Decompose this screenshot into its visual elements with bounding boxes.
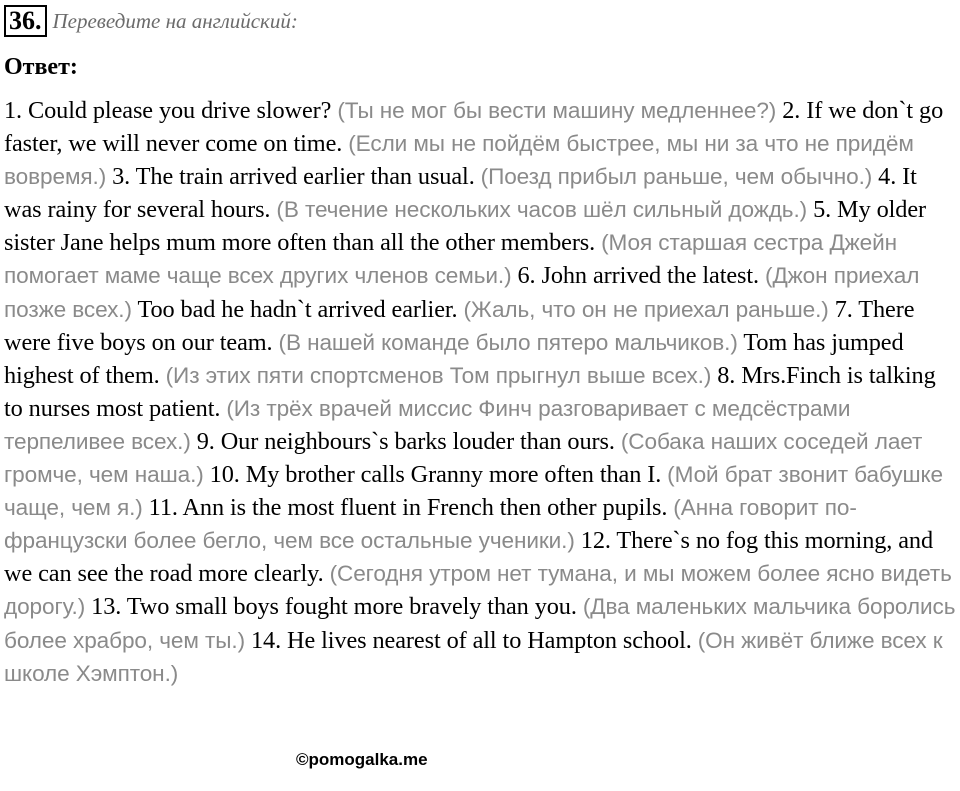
english-sentence: Tom has jumped highest of them.: [4, 328, 904, 389]
russian-translation: (Мой брат звонит бабушке чаще, чем я.): [4, 462, 943, 521]
answer-item: [4, 97, 776, 124]
english-sentence: 1. Could please you drive slower?: [4, 97, 332, 124]
russian-translation: (Из этих пяти спортсменов Том прыгнул выше всех.): [165, 362, 712, 388]
english-sentence: 7. There were five boys on our team.: [4, 295, 915, 356]
russian-translation: (В течение нескольких часов шёл сильный дождь.): [276, 197, 808, 223]
english-sentence: 5. My older sister Jane helps mum more often than all the other members.: [4, 196, 927, 257]
english-sentence: 6. John arrived the latest.: [517, 262, 760, 290]
english-sentence: 9. Our neighbours`s barks louder than ours.: [196, 427, 615, 455]
english-sentence: 14. He lives nearest of all to Hampton school.: [250, 626, 692, 654]
russian-translation: (Из трёх врачей миссис Финч разговаривает с медсёстрами терпеливее всех.): [4, 395, 851, 454]
russian-translation: (Моя старшая сестра Джейн помогает маме чаще всех других членов семьи.): [4, 230, 898, 289]
answer-item: [137, 296, 828, 323]
russian-translation: (Он живёт ближе всех к школе Хэмптон.): [4, 627, 943, 686]
english-sentence: 12. There`s no fog this morning, and we can see the road more clearly.: [4, 527, 934, 588]
task-header: [4, 4, 298, 38]
english-sentence: Too bad he hadn`t arrived earlier.: [137, 295, 458, 323]
russian-translation: (Сегодня утром нет тумана, и мы можем более ясно видеть дорогу.): [4, 561, 952, 620]
answer-text: [4, 94, 958, 690]
russian-translation: (Если мы не пойдём быстрее, мы ни за что не придём вовремя.): [4, 131, 914, 190]
english-sentence: 3. The train arrived earlier than usual.: [112, 163, 475, 191]
russian-translation: (Два маленьких мальчика боролись более храбро, чем ты.): [4, 594, 956, 653]
english-sentence: 4. It was rainy for several hours.: [4, 163, 917, 224]
english-sentence: 8. Mrs.Finch is talking to nurses most patient.: [4, 361, 936, 422]
russian-translation: (Собака наших соседей лает громче, чем наша.): [4, 428, 923, 488]
task-title: Переведите на английский:: [52, 8, 298, 33]
english-sentence: 11. Ann is the most fluent in French then other pupils.: [148, 494, 668, 522]
russian-translation: (В нашей команде было пятеро мальчиков.): [278, 329, 738, 355]
english-sentence: 2. If we don`t go faster, we will never come on time.: [4, 97, 944, 158]
english-sentence: 10. My brother calls Granny more often than I.: [209, 461, 662, 489]
answer-item: [112, 163, 872, 190]
answer-label: Ответ:: [4, 54, 78, 80]
russian-translation: (Поезд прибыл раньше, чем обычно.): [480, 164, 873, 190]
english-sentence: 13. Two small boys fought more bravely than you.: [91, 593, 577, 621]
russian-translation: (Жаль, что он не приехал раньше.): [463, 296, 829, 322]
watermark: ©pomogalka.me: [296, 750, 428, 769]
russian-translation: (Анна говорит по-французски более бегло, чем все остальные ученики.): [4, 495, 857, 554]
task-number: 36.: [4, 5, 47, 37]
russian-translation: (Ты не мог бы вести машину медленнее?): [337, 98, 777, 123]
russian-translation: (Джон приехал позже всех.): [4, 263, 920, 322]
